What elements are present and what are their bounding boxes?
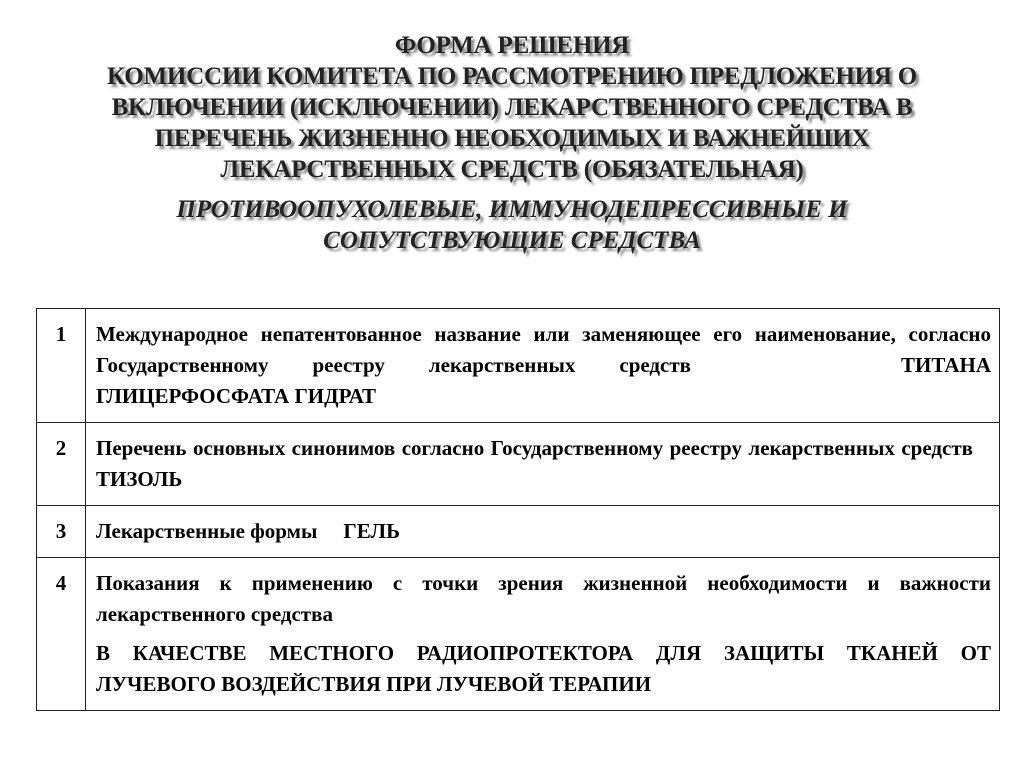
table-row: [37, 506, 1000, 558]
form-table: [36, 308, 1000, 711]
row-number: 3: [37, 506, 86, 558]
drug-group-subtitle: [20, 194, 1004, 256]
table-row: [37, 558, 1000, 711]
row-value: ГЕЛЬ: [343, 519, 400, 543]
row-label: Перечень основных синонимов согласно Государственному реестру лекарственных средств: [96, 436, 973, 460]
title-line-3: ВКЛЮЧЕНИИ (ИСКЛЮЧЕНИИ) ЛЕКАРСТВЕННОГО СРЕДСТВА В: [111, 94, 913, 121]
subtitle-line-2: СОПУТСТВУЮЩИЕ СРЕДСТВА: [323, 227, 701, 254]
row-content: [86, 309, 1000, 423]
row-value: В КАЧЕСТВЕ МЕСТНОГО РАДИОПРОТЕКТОРА ДЛЯ ЗАЩИТЫ ТКАНЕЙ ОТ ЛУЧЕВОГО ВОЗДЕЙСТВИЯ ПРИ ЛУЧЕВОЙ ТЕРАПИИ: [96, 641, 991, 696]
row-content: [86, 423, 1000, 506]
title-line-4: ПЕРЕЧЕНЬ ЖИЗНЕННО НЕОБХОДИМЫХ И ВАЖНЕЙШИХ: [154, 125, 870, 152]
form-header: [20, 30, 1004, 256]
title-line-2: КОМИССИИ КОМИТЕТА ПО РАССМОТРЕНИЮ ПРЕДЛОЖЕНИЯ О: [106, 63, 918, 90]
row-content: [86, 506, 1000, 558]
row-value: ТИТАНА ГЛИЦЕРФОСФАТА ГИДРАТ: [96, 353, 991, 408]
title-line-1: ФОРМА РЕШЕНИЯ: [394, 32, 630, 59]
row-label: Международное непатентованное название или заменяющее его наименование, согласно Государственному реестру лекарственных средств: [96, 322, 991, 377]
row-content: [86, 558, 1000, 711]
row-number: 4: [37, 558, 86, 711]
table-row: [37, 309, 1000, 423]
table-row: [37, 423, 1000, 506]
row-number: 2: [37, 423, 86, 506]
row-value: ТИЗОЛЬ: [96, 467, 183, 491]
subtitle-line-1: ПРОТИВООПУХОЛЕВЫЕ, ИММУНОДЕПРЕССИВНЫЕ И: [176, 196, 848, 223]
row-number: 1: [37, 309, 86, 423]
title-line-5: ЛЕКАРСТВЕННЫХ СРЕДСТВ (ОБЯЗАТЕЛЬНАЯ): [220, 156, 804, 183]
row-label: Лекарственные формы: [96, 519, 318, 543]
row-label: Показания к применению с точки зрения жизненной необходимости и важности лекарственного средства: [96, 571, 991, 626]
